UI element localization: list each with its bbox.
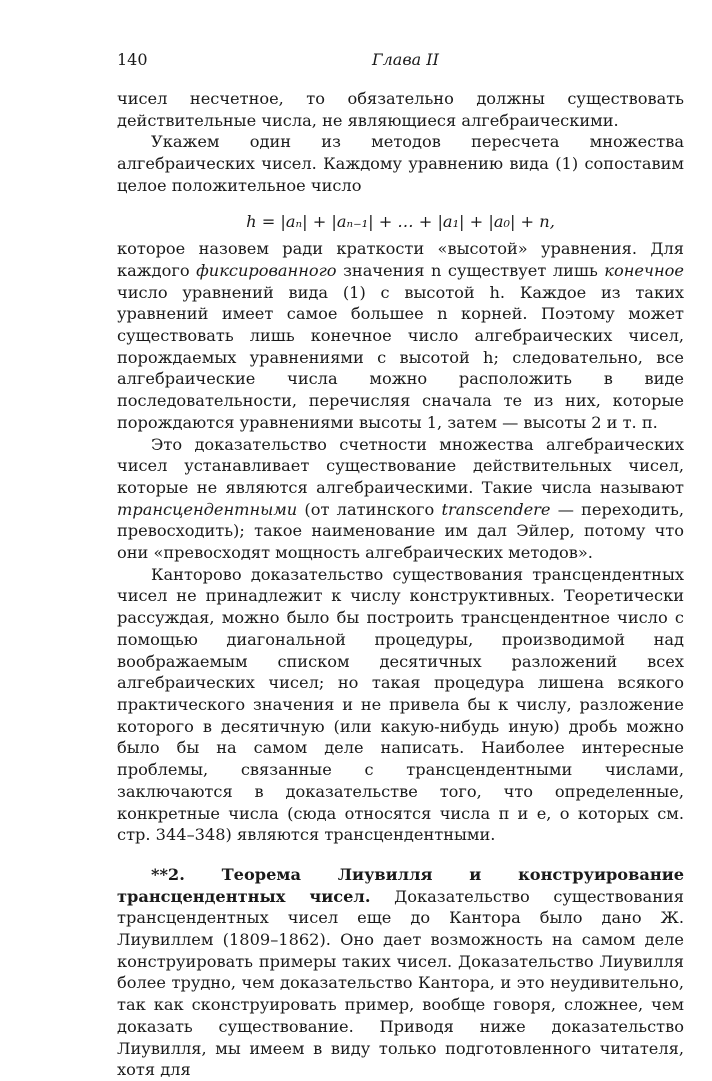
chapter-title: Глава II bbox=[372, 50, 439, 69]
emphasis-transcendental: трансцендентными bbox=[117, 499, 298, 519]
paragraph-transcendental-definition: Это доказательство счетности множества алгебраических чисел устанавливает существование действительных чисел, которые не являются алгебраическими. Такие числа называют трансцендентными (от латинского transcendere — переходить, превосходить); такое наименование им дал Эйлер, потому что они «превосходят мощность алгебраических методов». bbox=[117, 434, 685, 563]
paragraph-counting-method: Укажем один из методов пересчета множества алгебраических чисел. Каждому уравнению вида (1) сопоставим целое положительное число bbox=[117, 132, 684, 195]
emphasis-latin-word: transcendere bbox=[441, 499, 551, 519]
section-heading: **2. Теорема Лиувилля и конструирование трансцендентных чисел. bbox=[117, 864, 684, 906]
paragraph-liouville-section: **2. Теорема Лиувилля и конструирование трансцендентных чисел. Доказательство существования трансцендентных чисел еще до Кантора было дано Ж. Лиувиллем (1809–1862). Оно дает возможность на самом деле конструировать примеры таких чисел. Доказательство Лиувилля более трудно, чем доказательство Кантора, и это неудивительно, так как сконструировать пример, вообще говоря, сложнее, чем доказать существование. Приводя ниже доказательство Лиувилля, мы имеем в виду только подготовленного читателя, хотя для bbox=[117, 864, 684, 1080]
emphasis-fixed: фиксированного bbox=[196, 260, 337, 280]
page-number: 140 bbox=[117, 50, 148, 69]
page-body bbox=[117, 88, 684, 1081]
paragraph-cantor-proof: Канторово доказательство существования трансцендентных чисел не принадлежит к числу конструктивных. Теоретически рассуждая, можно было бы построить трансцендентное число с помощью диагональной процедуры, производимой над воображаемым списком десятичных разложений всех алгебраических чисел; но такая процедура лишена всякого практического значения и не привела бы к числу, разложение которого в десятичную (или какую-нибудь иную) дробь можно было бы на самом деле написать. Наиболее интересные проблемы, связанные с трансцендентными числами, заключаются в доказательстве того, что определенные, конкретные числа (сюда относятся числа π и e, о которых см. стр. 344–348) являются трансцендентными. bbox=[117, 564, 684, 845]
paragraph-height-definition: которое назовем ради краткости «высотой» уравнения. Для каждого фиксированного значения n существует лишь конечное число уравнений вида (1) с высотой h. Каждое из таких уравнений имеет самое большее n корней. Поэтому может существовать лишь конечное число алгебраических чисел, порождаемых уравнениями с высотой h; следовательно, все алгебраические числа можно расположить в виде последовательности, перечисляя сначала те из них, которые порождаются уравнениями высоты 1, затем — высоты 2 и т. п. bbox=[117, 239, 684, 432]
emphasis-finite: конечное bbox=[604, 260, 684, 280]
height-formula: h = |aₙ| + |aₙ₋₁| + … + |a₁| + |a₀| + n, bbox=[246, 211, 555, 231]
running-header bbox=[117, 50, 684, 72]
paragraph-continuation: чисел несчетное, то обязательно должны существовать действительные числа, не являющиеся алгебраическими. bbox=[117, 89, 684, 130]
section-gap bbox=[117, 846, 684, 864]
